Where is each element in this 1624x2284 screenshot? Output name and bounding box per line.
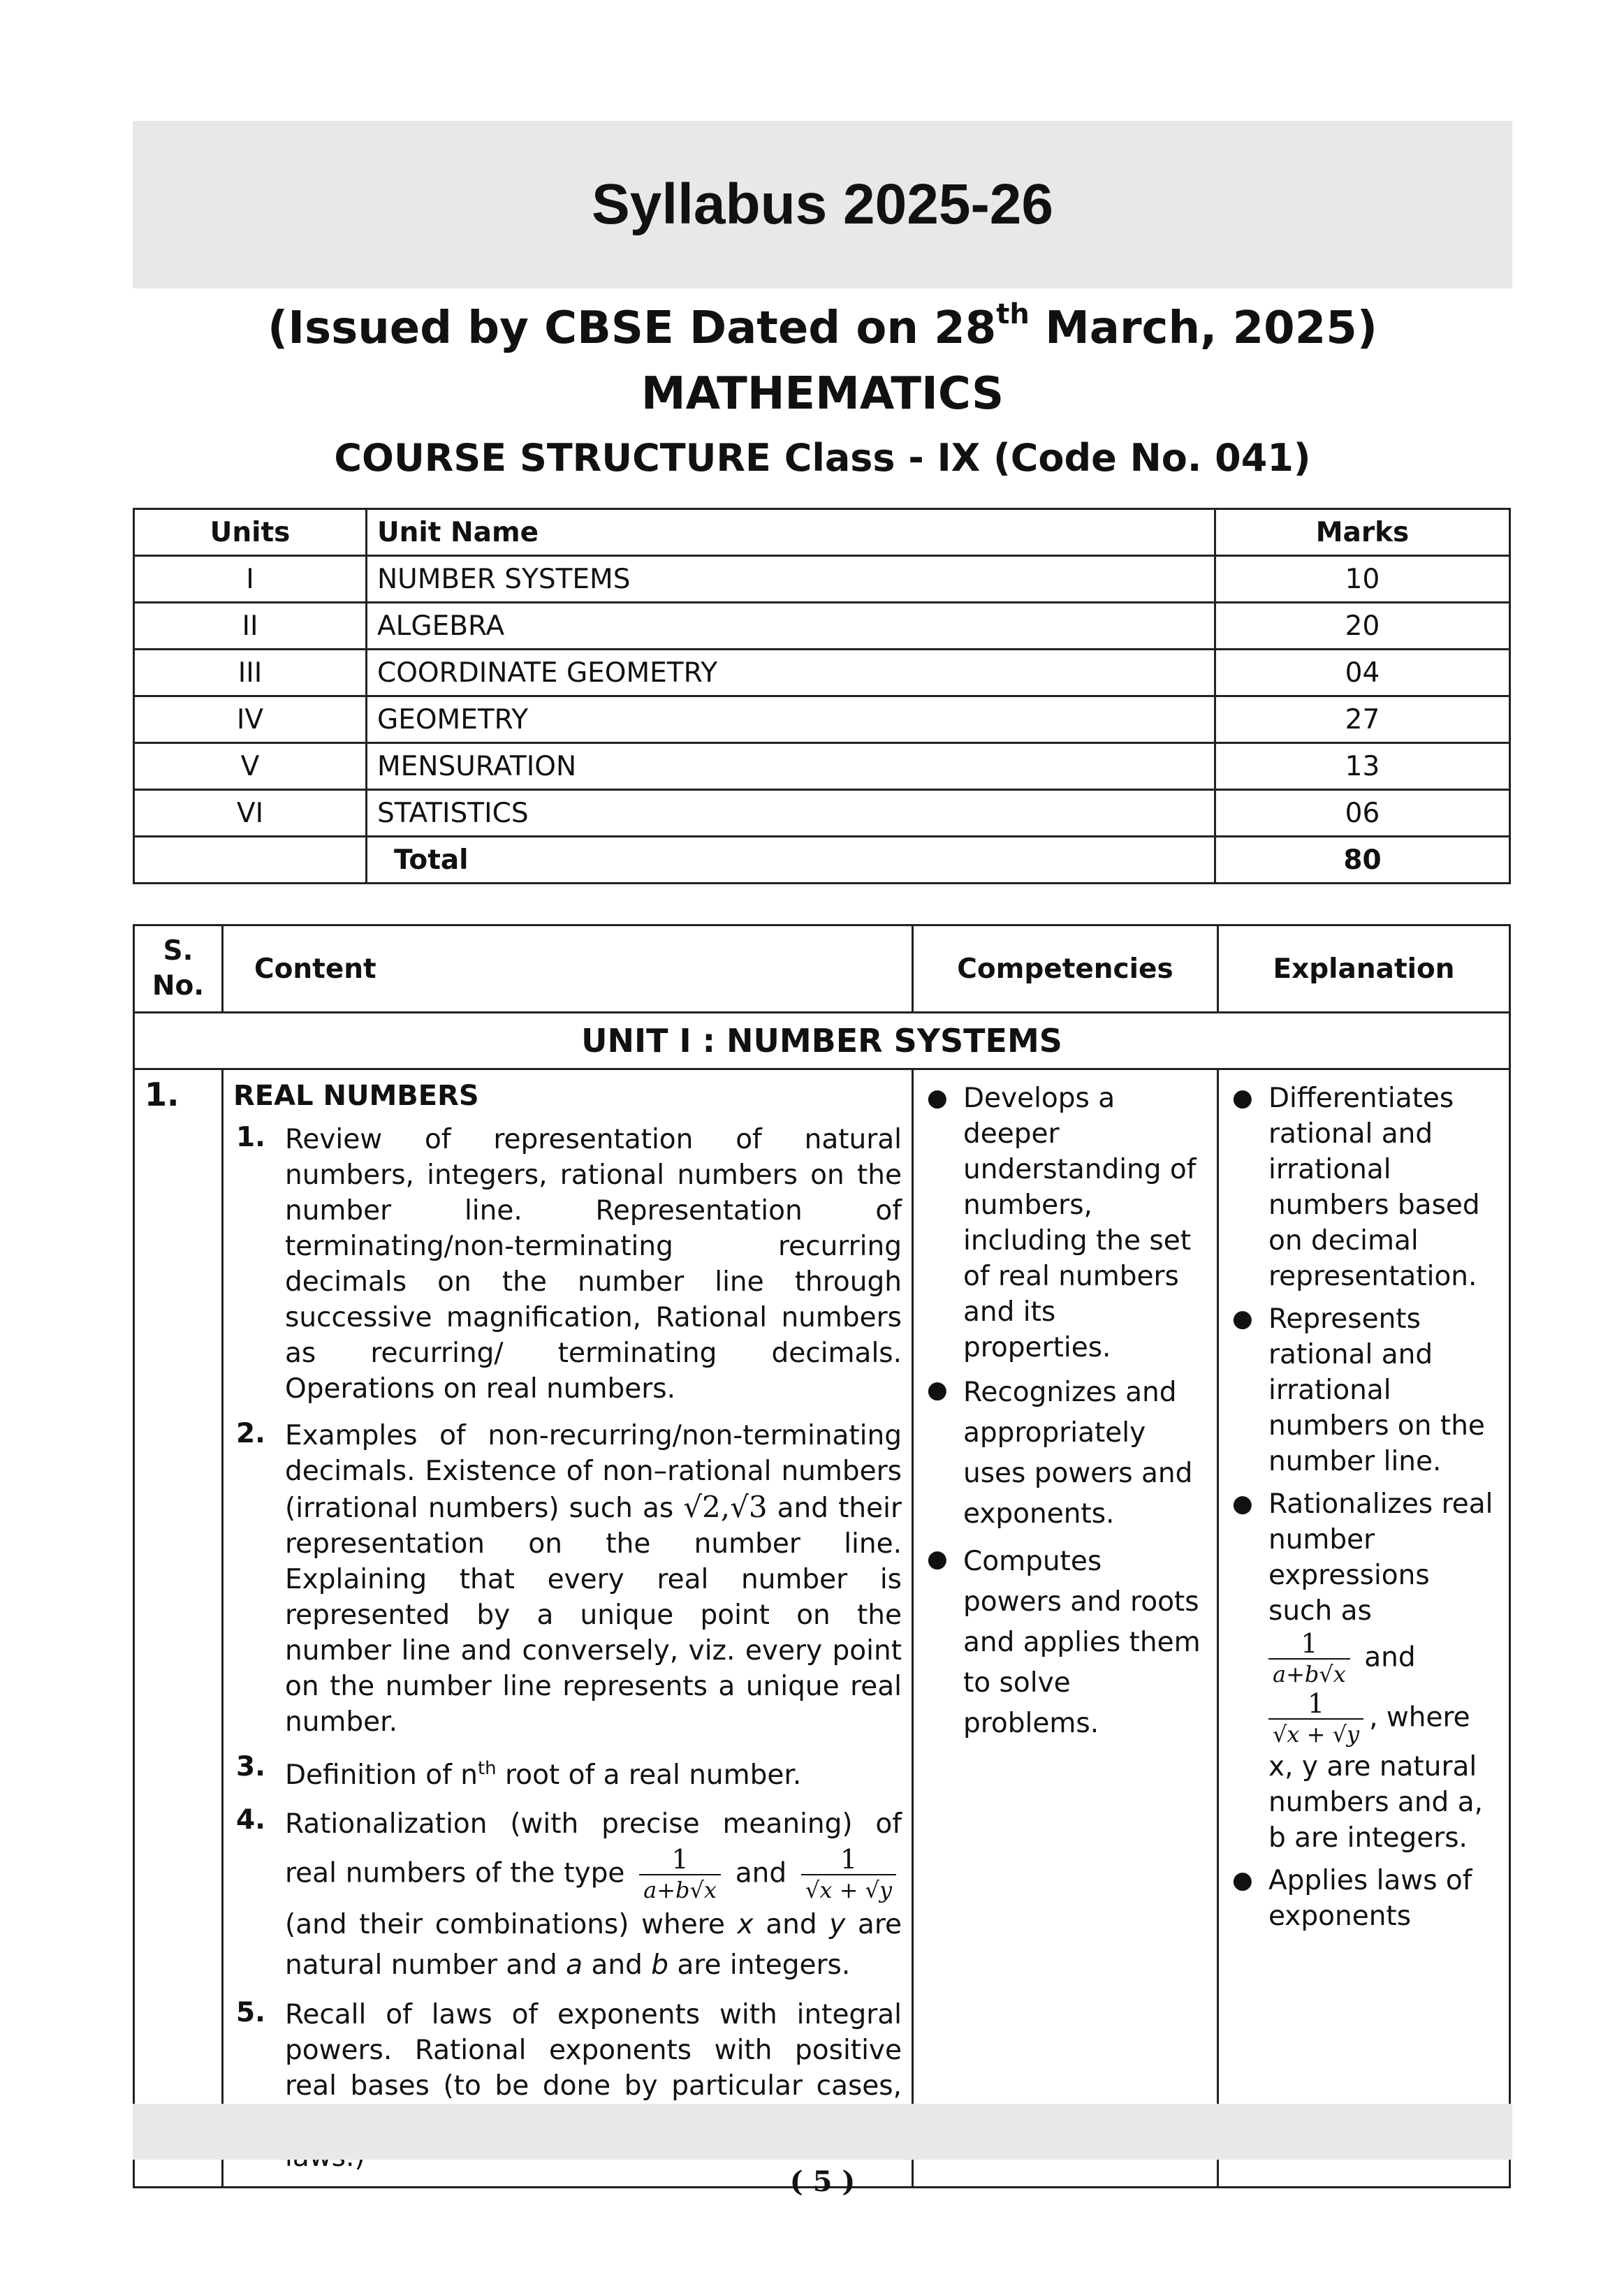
unit-number: IV [134,696,367,743]
variable: x [737,1909,754,1940]
radical-expression: √2,√3 [683,1490,768,1524]
list-item [1229,1301,1498,1479]
header-unit-name: Unit Name [367,509,1215,556]
unit-title-row [134,1013,1510,1069]
point-text [285,1804,902,1986]
header-units: Units [134,509,367,556]
bullet-icon: ● [927,1376,948,1404]
fraction [1268,1629,1350,1689]
point-text-part: are integers. [668,1949,851,1981]
variable: y [829,1909,846,1940]
list-item [233,1751,902,1793]
point-number: 4. [236,1804,265,1836]
point-text-part: and their representation on the number line. Explaining that every real number is represented by a unique point on the number line and conversely, viz. every point on the number line represents a unique real number. [285,1493,902,1738]
variable: b [651,1949,669,1981]
point-text [285,1418,902,1740]
explanation-text-part: , where x, y are natural numbers and a, b are integers. [1268,1701,1483,1854]
unit-marks: 10 [1215,556,1510,603]
point-number: 3. [236,1751,265,1782]
table-row [134,790,1510,837]
unit-name: STATISTICS [367,790,1215,837]
explanation-text: Applies laws of exponents [1268,1865,1472,1932]
superscript: th [477,1758,497,1779]
course-structure-title: COURSE STRUCTURE Class - IX (Code No. 041) [334,436,1311,480]
marks-table [133,508,1511,884]
list-item [233,1804,902,1986]
unit-name: COORDINATE GEOMETRY [367,650,1215,696]
header-sno: S. No. [134,925,223,1013]
list-item [1229,1863,1498,1934]
point-text-part: root of a real number. [496,1759,802,1791]
point-number: 2. [236,1418,265,1449]
unit-marks: 20 [1215,603,1510,650]
unit-number: I [134,556,367,603]
fraction-denominator: √x + √y [1268,1718,1363,1749]
page-title: Syllabus 2025-26 [592,173,1053,236]
point-text-part: and [753,1909,830,1940]
bullet-icon: ● [927,1545,948,1573]
explanation-text: Represents rational and irrational numbers on the number line. [1268,1303,1485,1477]
issued-line [133,299,1512,358]
marks-table-header [134,509,1510,556]
point-text-part: Definition of n [285,1759,478,1791]
point-text-part: Examples of non-recurring/non-terminating decimals. Existence of non–rational numbers (irrational numbers) such as [285,1420,902,1524]
content-heading: REAL NUMBERS [233,1080,479,1112]
point-text: Review of representation of natural numbers, integers, rational numbers on the number line. Representation of terminating/non-terminating recurring decimals on the number line through successive magnification, Rational numbers as recurring/ terminating decimals. Operations on real numbers. [285,1124,902,1405]
fraction-numerator: 1 [671,1844,689,1875]
table-row [134,603,1510,650]
point-text [285,1751,902,1793]
unit-name: ALGEBRA [367,603,1215,650]
footer-bar [133,2104,1512,2160]
unit-marks: 04 [1215,650,1510,696]
fraction [1268,1689,1363,1749]
competency-text: Computes powers and roots and applies them to solve problems. [963,1546,1201,1739]
explanation-cell [1218,1069,1510,2188]
unit-name: NUMBER SYSTEMS [367,556,1215,603]
point-number: 5. [236,1997,265,2028]
fraction-denominator: a+b√x [639,1874,721,1905]
unit-name: GEOMETRY [367,696,1215,743]
content-table-header [134,925,1510,1013]
competencies-list [914,1071,1216,1744]
content-cell [223,1069,913,2188]
content-points [233,1122,902,2175]
explanation-text: Differentiates rational and irrational numbers based on decimal representation. [1268,1083,1480,1292]
bullet-icon: ● [927,1084,948,1112]
table-row [134,1069,1510,2188]
unit-number: V [134,743,367,790]
fraction-numerator: 1 [1307,1688,1325,1719]
bullet-icon: ● [1232,1084,1253,1112]
table-row [134,696,1510,743]
list-item [924,1081,1206,1366]
point-text-part: are natural number and [285,1909,902,1981]
list-item [233,1122,902,1407]
serial-number: 1. [134,1069,223,2188]
header-content: Content [223,925,913,1013]
fraction-numerator: 1 [1301,1628,1318,1659]
point-text-part: and [726,1857,796,1889]
total-marks: 80 [1215,837,1510,884]
total-label: Total [367,837,1215,884]
subject-title: MATHEMATICS [641,368,1004,420]
list-item [1229,1081,1498,1294]
issued-suffix: March, 2025) [1029,302,1378,354]
content-table [133,924,1511,2188]
total-empty-cell [134,837,367,884]
fraction-denominator: a+b√x [1268,1658,1350,1689]
competencies-cell [913,1069,1218,2188]
explanation-text-part: Rationalizes real number expressions such as [1268,1488,1493,1627]
point-text: Recall of laws of exponents with integral powers. Rational exponents with positive real bases (to be done by particular cases, [285,1999,902,2102]
bullet-icon: ● [1232,1866,1253,1894]
issued-prefix: (Issued by CBSE Dated on 28 [267,302,997,354]
list-item [924,1372,1206,1535]
bullet-icon: ● [1232,1490,1253,1518]
fraction [639,1845,721,1905]
variable: a [566,1949,583,1981]
competency-text: Develops a deeper understanding of numbers, including the set of real numbers and its properties. [963,1083,1197,1363]
fraction-numerator: 1 [840,1844,858,1875]
header-competencies: Competencies [913,925,1218,1013]
total-row [134,837,1510,884]
header-marks: Marks [1215,509,1510,556]
list-item [233,1418,902,1740]
title-banner [133,121,1512,288]
list-item [1229,1486,1498,1856]
unit-marks: 13 [1215,743,1510,790]
explanation-text [1268,1486,1498,1856]
header-explanation: Explanation [1218,925,1510,1013]
unit-marks: 27 [1215,696,1510,743]
table-row [134,556,1510,603]
point-text-part: (and their combinations) where [285,1909,738,1940]
point-number: 1. [236,1122,265,1153]
fraction [801,1845,896,1905]
unit-marks: 06 [1215,790,1510,837]
point-text-part: Rationalization (with precise meaning) of real numbers of the type [285,1808,902,1889]
fraction-denominator: √x + √y [801,1874,896,1905]
bullet-icon: ● [1232,1305,1253,1333]
unit-name: MENSURATION [367,743,1215,790]
issued-superscript: th [996,298,1030,330]
explanation-text-part: and [1364,1641,1416,1674]
unit-number: III [134,650,367,696]
competency-text: Recognizes and appropriately uses powers and exponents. [963,1377,1193,1530]
explanation-list [1220,1071,1508,1934]
point-text-part: and [583,1949,652,1981]
unit-number: II [134,603,367,650]
page-number: ( 5 ) [789,2165,856,2198]
table-row [134,650,1510,696]
unit-number: VI [134,790,367,837]
table-row [134,743,1510,790]
list-item [924,1542,1206,1744]
unit-title: UNIT I : NUMBER SYSTEMS [134,1013,1510,1069]
